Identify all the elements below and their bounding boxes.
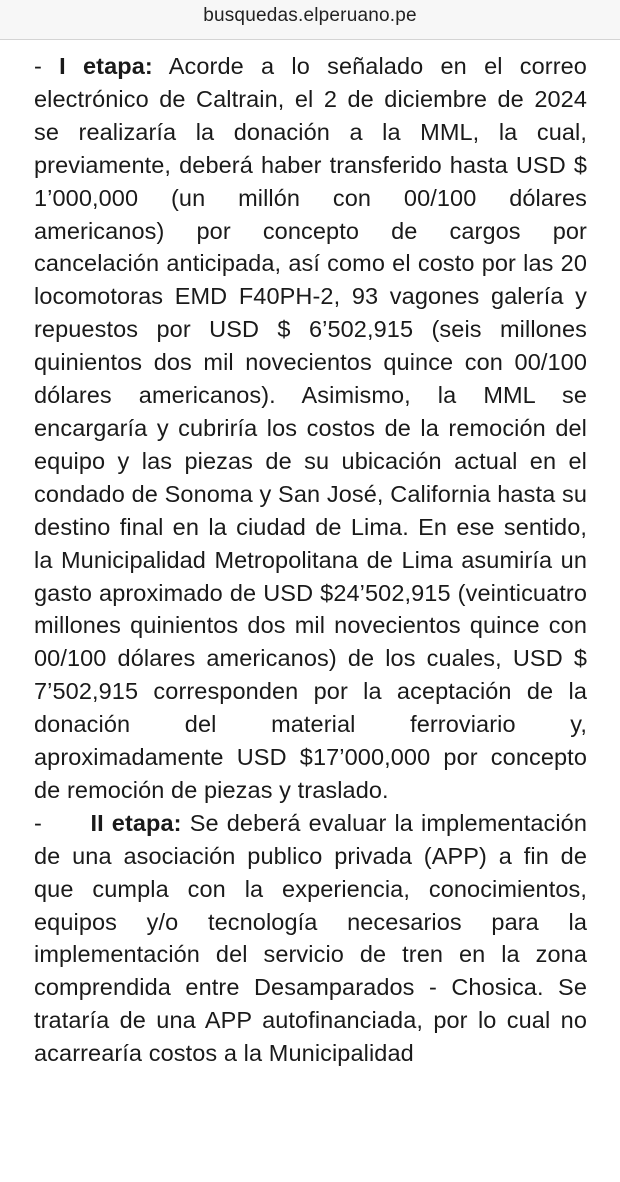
browser-address-bar[interactable]: [0, 0, 620, 40]
stage-label-i: I etapa:: [59, 53, 153, 79]
stage-label-ii: II etapa:: [90, 809, 182, 836]
document-body: [34, 50, 587, 1070]
paragraph-i-etapa: [34, 50, 587, 807]
paragraph-text: Se deberá evaluar la implementación de una asociación publico privada (APP) a fin de que cumpla con la experiencia, conocimientos, equipos y/o tecnología necesarios para la implementación del servicio de tren en la zona comprendida entre Desamparados - Chosica. Se trataría de una APP autofinanciada, por lo cual no acarrearía costos a la Municipalidad: [34, 809, 588, 1067]
paragraph-ii-etapa: [34, 807, 587, 1070]
bullet-dash: -: [34, 809, 42, 836]
paragraph-text: Acorde a lo señalado en el correo electrónico de Caltrain, el 2 de diciembre de 2024 se realizaría la donación a la MML, la cual, previamente, deberá haber transferido hasta USD $ 1’000,000 (un millón con 00/100 dólares americanos) por concepto de cargos por cancelación anticipada, así como el costo por las 20 locomotoras EMD F40PH-2, 93 vagones galería y repuestos por USD $ 6’502,915 (seis millones quinientos dos mil novecientos quince con 00/100 dólares americanos). Asimismo, la MML se encargaría y cubriría los costos de la remoción del equipo y las piezas de su ubicación actual en el condado de Sonoma y San José, California hasta su destino final en la ciudad de Lima. En ese sentido, la Municipalidad Metropolitana de Lima asumiría un gasto aproximado de USD $24’502,915 (veinticuatro millones quinientos dos mil novecientos quince con 00/100 dólares americanos) de los cuales, USD $ 7’502,915 corresponden por la aceptación de la donación del material ferroviario y, aproximadamente USD $17’000,000 por concepto de remoción de piezas y traslado.: [34, 53, 587, 803]
bullet-dash: -: [34, 53, 42, 79]
url-text[interactable]: busquedas.elperuano.pe: [203, 4, 417, 26]
